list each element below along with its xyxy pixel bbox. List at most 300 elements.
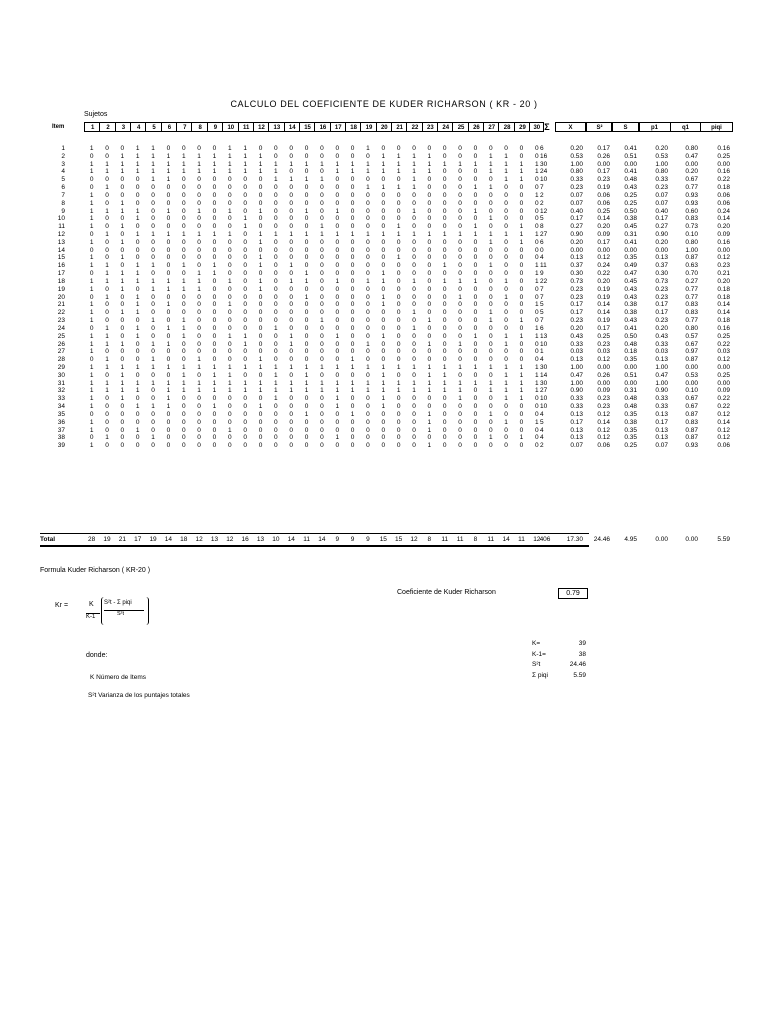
response-cell: 0 [320,285,324,293]
response-cell: 1 [289,387,294,395]
response-cell: 0 [197,293,201,301]
response-cell: 1 [258,403,263,411]
response-cell: 0 [166,246,171,254]
pq-value: 0.25 [717,152,730,160]
response-cell: 0 [381,145,386,152]
response-cell: 0 [519,356,524,364]
response-cell: 0 [396,426,401,434]
response-cell: 0 [381,324,386,332]
response-cell: 0 [427,356,432,364]
response-cell: 0 [504,223,508,231]
subject-header-1: 1 [84,122,100,132]
s2-value: 0.09 [597,387,610,395]
response-cell: 0 [473,270,478,278]
response-cell: 1 [166,340,171,348]
response-cell: 0 [488,285,493,293]
response-cell: 0 [442,145,447,152]
response-cell: 0 [504,434,508,442]
response-cell: 1 [151,231,155,239]
response-cell: 0 [535,176,539,184]
response-cell: 0 [120,191,125,199]
response-cell: 1 [197,207,201,215]
x-value: 0.20 [570,145,583,152]
response-cell: 0 [212,426,217,434]
s-value: 0.31 [624,231,637,239]
p-value: 0.17 [655,418,668,426]
pq-value: 0.18 [717,285,730,293]
response-cell: 0 [258,191,263,199]
response-cell: 1 [89,285,94,293]
response-cell: 0 [335,426,340,434]
s2-value: 0.06 [597,199,610,207]
total-x: 17.30 [566,536,583,543]
response-cell: 0 [504,184,508,192]
p-value: 0.23 [655,285,668,293]
response-cell: 0 [473,238,478,246]
response-cell: 0 [335,184,340,192]
response-cell: 0 [396,348,401,356]
response-cell: 1 [442,160,447,168]
pq-value: 0.14 [717,309,730,317]
response-cell: 1 [151,262,155,270]
response-cell: 0 [212,215,217,223]
response-cell: 0 [166,254,171,262]
response-cell: 0 [304,191,309,199]
response-cell: 1 [120,285,125,293]
response-cell: 0 [212,324,217,332]
response-cell: 1 [105,387,109,395]
response-cell: 0 [274,184,278,192]
response-cell: 0 [442,223,447,231]
x-value: 0.33 [570,176,583,184]
response-cell: 1 [488,410,493,418]
response-cell: 0 [335,348,340,356]
response-cell: 0 [212,293,217,301]
response-cell: 1 [320,317,324,325]
response-cell: 0 [473,168,478,176]
response-cell: 1 [135,324,140,332]
response-cell: 0 [458,176,462,184]
response-cell: 1 [427,426,432,434]
q-value: 0.20 [685,168,698,176]
response-cell: 0 [89,434,94,442]
response-cell: 1 [427,418,432,426]
response-cell: 0 [89,231,94,239]
response-cell: 0 [304,324,309,332]
response-cell: 1 [473,363,478,371]
response-cell: 1 [366,184,370,192]
response-cell: 1 [366,340,370,348]
summary-label: Σ piqi [532,672,548,679]
response-cell: 0 [366,254,370,262]
response-cell: 0 [535,442,539,450]
response-cell: 1 [120,270,125,278]
row-sum: 7 [540,293,544,301]
s-value: 0.48 [624,176,637,184]
response-cell: 1 [105,168,109,176]
response-cell: 0 [350,215,355,223]
response-cell: 1 [89,277,94,285]
response-cell: 0 [166,270,171,278]
s-value: 0.50 [624,207,637,215]
response-cell: 1 [212,152,217,160]
x-value: 0.13 [570,434,583,442]
q-value: 0.77 [685,184,698,192]
s2-value: 0.23 [597,395,610,403]
response-cell: 0 [105,301,109,309]
s-value: 0.38 [624,215,637,223]
q-value: 0.83 [685,309,698,317]
response-cell: 1 [412,152,416,160]
response-cell: 0 [427,199,432,207]
pq-value: 0.22 [717,395,730,403]
response-cell: 0 [243,356,247,364]
q-value: 0.57 [685,332,698,340]
response-cell: 0 [274,348,278,356]
response-cell: 1 [289,363,294,371]
response-cell: 0 [320,152,324,160]
response-cell: 1 [181,371,186,379]
response-cell: 0 [166,317,171,325]
s-value: 0.38 [624,309,637,317]
response-cell: 0 [488,176,493,184]
response-cell: 1 [181,277,186,285]
response-cell: 0 [488,246,493,254]
response-cell: 0 [488,332,493,340]
response-cell: 0 [274,434,278,442]
response-cell: 0 [135,285,140,293]
response-cell: 0 [258,270,263,278]
response-cell: 0 [181,356,186,364]
table-row [0,403,768,411]
response-cell: 1 [320,160,324,168]
response-cell: 0 [197,254,201,262]
response-cell: 1 [350,363,355,371]
response-cell: 0 [427,348,432,356]
response-cell: 0 [151,395,155,403]
response-cell: 0 [350,152,355,160]
s2-value: 0.14 [597,301,610,309]
response-cell: 0 [535,207,539,215]
response-cell: 0 [427,324,432,332]
inner-denominator: S²t [117,611,125,617]
response-cell: 0 [320,270,324,278]
response-cell: 0 [458,324,462,332]
response-cell: 1 [320,387,324,395]
x-value: 0.17 [570,309,583,317]
x-value: 0.47 [570,371,583,379]
response-cell: 0 [396,262,401,270]
response-cell: 0 [366,223,370,231]
response-cell: 1 [427,442,432,450]
response-cell: 0 [289,403,294,411]
response-cell: 0 [458,309,462,317]
response-cell: 0 [212,207,217,215]
response-cell: 0 [304,285,309,293]
response-cell: 1 [89,215,94,223]
response-cell: 1 [458,293,462,301]
response-cell: 0 [427,191,432,199]
q-value: 0.77 [685,285,698,293]
item-number: 4 [61,168,65,176]
response-cell: 1 [151,356,155,364]
x-value: 0.13 [570,254,583,262]
response-cell: 0 [212,277,217,285]
total-cell: 12 [410,536,418,543]
response-cell: 1 [412,309,416,317]
s-value: 0.48 [624,403,637,411]
table-row [0,286,768,294]
response-cell: 0 [396,285,401,293]
response-cell: 0 [289,356,294,364]
response-cell: 0 [350,426,355,434]
response-cell: 1 [519,168,524,176]
response-cell: 1 [89,309,94,317]
response-cell: 1 [212,262,217,270]
response-cell: 1 [335,379,340,387]
response-cell: 0 [197,340,201,348]
response-cell: 0 [166,262,171,270]
response-cell: 0 [442,442,447,450]
response-cell: 0 [473,254,478,262]
response-cell: 1 [412,363,416,371]
response-cell: 1 [166,395,171,403]
x-value: 0.73 [570,277,583,285]
total-cell: 9 [335,536,340,543]
response-cell: 0 [181,395,186,403]
response-cell: 1 [504,379,508,387]
response-cell: 0 [427,145,432,152]
response-cell: 0 [289,152,294,160]
response-cell: 1 [366,363,370,371]
response-cell: 1 [105,356,109,364]
q-value: 0.77 [685,293,698,301]
response-cell: 0 [243,324,247,332]
response-cell: 0 [350,442,355,450]
q-value: 0.97 [685,348,698,356]
row-sum: 7 [540,317,544,325]
row-sum: 6 [540,238,544,246]
q-value: 0.87 [685,356,698,364]
response-cell: 0 [535,340,539,348]
subject-header-14: 14 [284,122,300,132]
total-cell: 12 [195,536,203,543]
x-value: 0.33 [570,340,583,348]
subject-header-28: 28 [498,122,514,132]
table-row [0,419,768,427]
response-cell: 0 [304,301,309,309]
response-cell: 1 [197,379,201,387]
response-cell: 1 [181,363,186,371]
response-cell: 1 [105,262,109,270]
total-cell: 13 [210,536,219,543]
response-cell: 0 [151,293,155,301]
response-cell: 1 [135,403,140,411]
p-value: 0.43 [655,332,668,340]
response-cell: 0 [320,238,324,246]
response-cell: 0 [151,199,155,207]
response-cell: 1 [535,387,539,395]
response-cell: 1 [304,160,309,168]
response-cell: 0 [304,442,309,450]
table-row [0,239,768,247]
response-cell: 0 [274,285,278,293]
response-cell: 0 [412,348,416,356]
response-cell: 1 [427,371,432,379]
response-cell: 1 [166,168,171,176]
response-cell: 0 [274,356,278,364]
response-cell: 1 [181,262,186,270]
response-cell: 1 [228,332,232,340]
response-cell: 1 [289,176,294,184]
response-cell: 1 [458,395,462,403]
row-sum: 6 [540,324,544,332]
item-number: 23 [57,317,65,325]
response-cell: 0 [243,270,247,278]
subject-header-10: 10 [222,122,238,132]
response-cell: 0 [166,191,171,199]
response-cell: 0 [442,152,447,160]
row-sum: 8 [540,223,544,231]
response-cell: 0 [151,246,155,254]
response-cell: 0 [458,223,462,231]
response-cell: 1 [274,371,278,379]
response-cell: 1 [488,317,493,325]
response-cell: 0 [366,152,370,160]
response-cell: 0 [350,207,355,215]
response-cell: 0 [320,145,324,152]
response-cell: 0 [381,434,386,442]
response-cell: 0 [243,238,247,246]
response-cell: 0 [396,442,401,450]
response-cell: 1 [350,160,355,168]
response-cell: 0 [304,152,309,160]
response-cell: 1 [120,152,125,160]
q-value: 0.80 [685,238,698,246]
donde-label: donde: [86,652,108,659]
formula-heading: Formula Kuder Richarson ( KR-20 ) [40,567,151,574]
s2-value: 0.22 [597,270,610,278]
response-cell: 0 [228,434,232,442]
response-cell: 0 [243,246,247,254]
response-cell: 1 [197,270,201,278]
response-cell: 1 [396,160,401,168]
total-cell: 9 [366,536,370,543]
s-value: 0.00 [624,379,637,387]
response-cell: 0 [120,231,125,239]
response-cell: 1 [350,168,355,176]
response-cell: 1 [304,387,309,395]
response-cell: 0 [258,340,263,348]
response-cell: 0 [335,254,340,262]
response-cell: 0 [442,426,447,434]
response-cell: 0 [320,434,324,442]
response-cell: 1 [427,340,432,348]
response-cell: 0 [366,285,370,293]
response-cell: 0 [412,270,416,278]
sujetos-label: Sujetos [84,111,108,118]
q-value: 0.47 [685,152,698,160]
response-cell: 0 [473,426,478,434]
response-cell: 1 [151,160,155,168]
response-cell: 0 [473,309,478,317]
response-cell: 0 [458,184,462,192]
response-cell: 1 [135,379,140,387]
item-number: 10 [57,215,65,223]
response-cell: 0 [320,254,324,262]
response-cell: 1 [181,285,186,293]
response-cell: 0 [535,254,539,262]
item-number: 32 [57,387,65,395]
response-cell: 1 [258,160,263,168]
response-cell: 1 [243,363,247,371]
response-cell: 0 [535,246,539,254]
response-cell: 0 [381,207,386,215]
x-value: 0.53 [570,152,583,160]
response-cell: 1 [197,231,201,239]
item-number: 35 [57,410,65,418]
response-cell: 1 [366,168,370,176]
response-cell: 1 [197,277,201,285]
response-cell: 0 [151,426,155,434]
response-cell: 0 [458,207,462,215]
response-cell: 0 [197,348,201,356]
response-cell: 0 [504,426,508,434]
response-cell: 0 [320,168,324,176]
response-cell: 0 [105,238,109,246]
response-cell: 1 [258,238,263,246]
row-sum: 2 [540,199,544,207]
response-cell: 0 [412,434,416,442]
response-cell: 0 [151,254,155,262]
s2-value: 0.14 [597,309,610,317]
subject-header-8: 8 [191,122,207,132]
response-cell: 1 [89,332,94,340]
response-cell: 0 [519,340,524,348]
response-cell: 0 [442,434,447,442]
response-cell: 1 [166,231,171,239]
response-cell: 1 [412,277,416,285]
table-row [0,333,768,341]
page-title: CALCULO DEL COEFICIENTE DE KUDER RICHARSON ( KR - 20 ) [230,99,538,109]
table-row [0,372,768,380]
response-cell: 1 [105,184,109,192]
pq-value: 0.12 [717,410,730,418]
response-cell: 0 [535,356,539,364]
response-cell: 0 [243,395,247,403]
response-cell: 1 [258,207,263,215]
response-cell: 0 [519,403,524,411]
s-value: 0.41 [624,168,637,176]
response-cell: 1 [89,168,94,176]
s2-value: 0.12 [597,434,610,442]
response-cell: 0 [458,262,462,270]
response-cell: 1 [274,160,278,168]
response-cell: 0 [304,434,309,442]
response-cell: 0 [228,309,232,317]
p-value: 0.30 [655,270,668,278]
response-cell: 0 [350,223,355,231]
q-value: 0.00 [685,363,698,371]
response-cell: 0 [473,356,478,364]
response-cell: 1 [120,395,125,403]
response-cell: 0 [519,442,524,450]
response-cell: 0 [504,442,508,450]
response-cell: 0 [335,246,340,254]
item-number: 38 [57,434,65,442]
response-cell: 1 [228,387,232,395]
response-cell: 1 [258,277,263,285]
